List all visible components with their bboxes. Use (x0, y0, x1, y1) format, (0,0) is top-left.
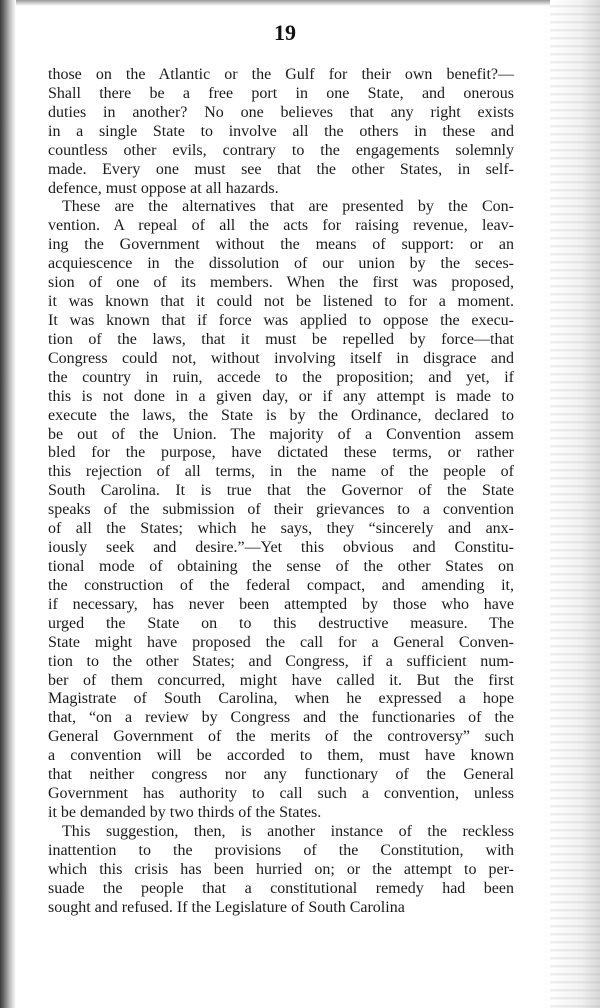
text-line: be out of the Union. The majority of a Convention assem (48, 425, 514, 443)
text-line: State might have proposed the call for a General Conven- (48, 633, 514, 651)
page-right-edge (550, 0, 600, 1008)
text-line: this is not done in a given day, or if any attempt is made to (48, 387, 514, 405)
text-line: countless other evils, contrary to the engagements solemnly (48, 141, 514, 159)
text-line: suade the people that a constitutional remedy had been (48, 879, 514, 897)
text-line: Shall there be a free port in one State, and onerous (48, 84, 514, 102)
text-line: duties in another? No one believes that any right exists (48, 103, 514, 121)
text-line: tional mode of obtaining the sense of the other States on (48, 557, 514, 575)
text-line: sion of one of its members. When the first was proposed, (48, 274, 514, 292)
text-line: ing the Government without the means of support: or an (48, 236, 514, 254)
text-line: it be demanded by two thirds of the States. (48, 803, 322, 821)
page-top-edge (0, 0, 600, 6)
text-line: tion to the other States; and Congress, if a sufficient num- (48, 652, 514, 670)
text-line: iously seek and desire.”—Yet this obvious and Constitu- (48, 539, 514, 557)
text-line: inattention to the provisions of the Constitution, with (48, 841, 514, 859)
text-line: of all the States; which he says, they “sincerely and anx- (48, 520, 514, 538)
text-line: These are the alternatives that are presented by the Con- (62, 198, 514, 216)
text-line: those on the Atlantic or the Gulf for their own benefit?— (48, 66, 514, 83)
body-text (48, 66, 514, 917)
text-line: acquiescence in the dissolution of our union by the seces- (48, 255, 514, 273)
text-line: which this crisis has been hurried on; or the attempt to per- (48, 860, 514, 878)
text-line: execute the laws, the State is by the Ordinance, declared to (48, 406, 514, 424)
text-line: This suggestion, then, is another instance of the reckless (62, 822, 514, 840)
text-line: ber of them concurred, might have called it. But the first (48, 671, 514, 689)
text-line: the construction of the federal compact, and amending it, (48, 576, 514, 594)
text-line: that, “on a review by Congress and the functionaries of the (48, 709, 514, 727)
text-line: speaks of the submission of their grievances to a convention (48, 501, 514, 519)
page-binding-shadow (0, 0, 16, 1008)
text-line: Government has authority to call such a convention, unless (48, 785, 514, 803)
text-line: South Carolina. It is true that the Governor of the State (48, 482, 514, 500)
page-number: 19 (274, 20, 296, 45)
text-line: the country in ruin, accede to the proposition; and yet, if (48, 368, 514, 386)
text-line: it was known that it could not be listened to for a moment. (48, 293, 514, 311)
text-line: sought and refused. If the Legislature of South Carolina (48, 898, 405, 916)
text-line: Congress could not, without involving itself in disgrace and (48, 349, 514, 367)
text-line: vention. A repeal of all the acts for raising revenue, leav- (48, 217, 514, 235)
text-line: made. Every one must see that the other States, in self- (48, 160, 514, 178)
text-line: in a single State to involve all the others in these and (48, 122, 514, 140)
text-line: urged the State on to this destructive measure. The (48, 614, 514, 632)
text-line: that neither congress nor any functionary of the General (48, 766, 514, 784)
text-line: defence, must oppose at all hazards. (48, 179, 279, 197)
text-line: tion of the laws, that it must be repelled by force—that (48, 330, 514, 348)
text-line: if necessary, has never been attempted by those who have (48, 595, 514, 613)
text-line: It was known that if force was applied to oppose the execu- (48, 311, 514, 329)
text-line: this rejection of all terms, in the name of the people of (48, 463, 514, 481)
text-line: a convention will be accorded to them, must have known (48, 747, 514, 765)
text-line: General Government of the merits of the controversy” such (48, 728, 514, 746)
text-line: Magistrate of South Carolina, when he expressed a hope (48, 690, 514, 708)
text-line: bled for the purpose, have dictated these terms, or rather (48, 444, 514, 462)
